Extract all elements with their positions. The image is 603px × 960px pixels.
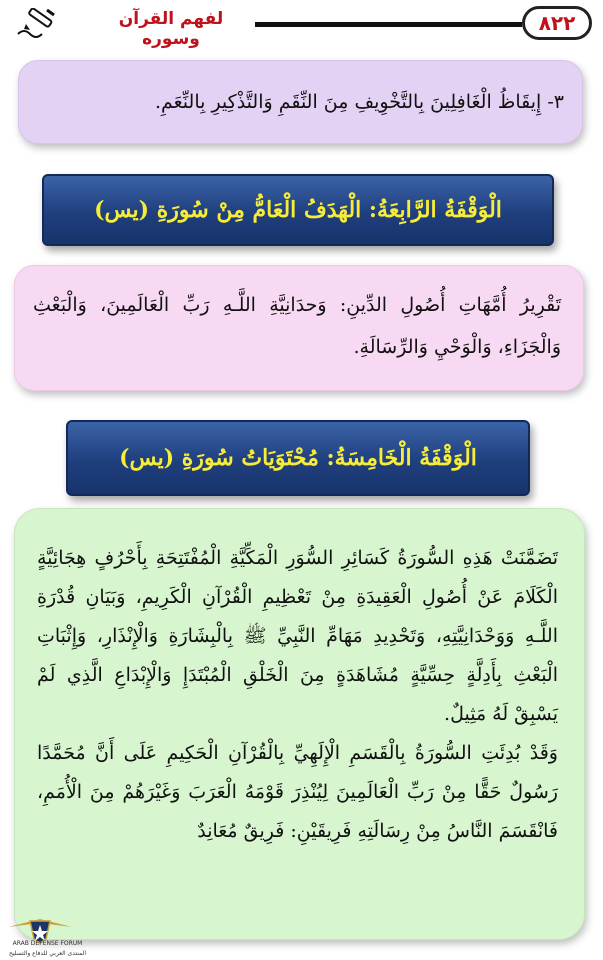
section-5-paragraph-2: وَقَدْ بُدِئَتِ السُّورَةُ بِالْقَسَمِ الْإِلَهِيِّ بِالْقُرْآنِ الْحَكِيمِ عَلَى أَنَّ مُحَمَّدًا رَسُولٌ حَقًّا مِنْ رَبِّ الْعَالَمِينَ لِيُنْذِرَ قَوْمَهُ الْعَرَبَ وَغَيْرَهُمْ مِنَ الْأُمَمِ، فَانْقَسَمَ النَّاسُ مِنْ رِسَالَتِهِ فَرِيقَيْنِ: فَرِيقٌ مُعَانِدٌ: [37, 742, 558, 842]
book-title: لفهم القرآن وسوره: [118, 9, 224, 49]
page-header: [0, 0, 603, 52]
section-5-paragraph-1: تَضَمَّنَتْ هَذِهِ السُّورَةُ كَسَائِرِ السُّوَرِ الْمَكِّيَّةِ الْمُفْتَتِحَةِ بِأَحْرُفٍ هِجَائِيَّةٍ الْكَلَامَ عَنْ أُصُولِ الْعَقِيدَةِ مِنْ تَعْظِيمِ الْقُرْآنِ الْكَرِيمِ، وَبَيَانِ قُدْرَةِ اللَّـهِ وَوَحْدَانِيَّتِهِ، وَتَحْدِيدِ مَهَامِّ النَّبِيِّ ﷺ بِالْبِشَارَةِ وَالْإِنْذَارِ، وَإِثْبَاتِ الْبَعْثِ بِأَدِلَّةٍ حِسِّيَّةٍ مُشَاهَدَةٍ مِنَ الْخَلْقِ الْمُبْتَدَإِ وَالْإِبْدَاعِ الَّذِي لَمْ يَسْبِقْ لَهُ مَثِيلٌ.: [37, 547, 558, 725]
section-5-heading: الْوَقْفَةُ الْخَامِسَةُ: مُحْتَوَيَاتُ سُورَةِ (يس): [119, 445, 477, 471]
section-4-heading-banner: [42, 174, 554, 246]
header-divider: [255, 22, 522, 27]
watermark-arabic: المنتدى العربي للدفاع والتسليح: [9, 950, 86, 957]
pen-writing-icon: [14, 8, 58, 42]
watermark-name: ARAB DEFENSE FORUM: [12, 940, 83, 947]
section-5-heading-banner: [66, 420, 530, 496]
section-4-heading: الْوَقْفَةُ الرَّابِعَةُ: الْهَدَفُ الْعَامُّ مِنْ سُورَةِ (يس): [94, 197, 502, 223]
section-5-box: [14, 508, 585, 940]
section-4-body: تَقْرِيرُ أُمَّهَاتِ أُصُولِ الدِّينِ: وَحدَانِيَّةِ اللَّـهِ رَبِّ الْعَالَمِينَ، وَالْبَعْثِ وَالْجَزَاءِ، وَالْوَحْيِ وَالرِّسَالَةِ.: [33, 294, 561, 358]
section-4-box: [14, 265, 584, 391]
page-number: ٨٢٢: [522, 6, 592, 40]
point-3-text: ٣- إِيقَاظُ الْغَافِلِينَ بِالتَّخْوِيفِ مِنَ النِّقَمِ وَالتَّذْكِيرِ بِالنِّعَمِ.: [154, 90, 564, 113]
point-3-box: [18, 60, 583, 144]
